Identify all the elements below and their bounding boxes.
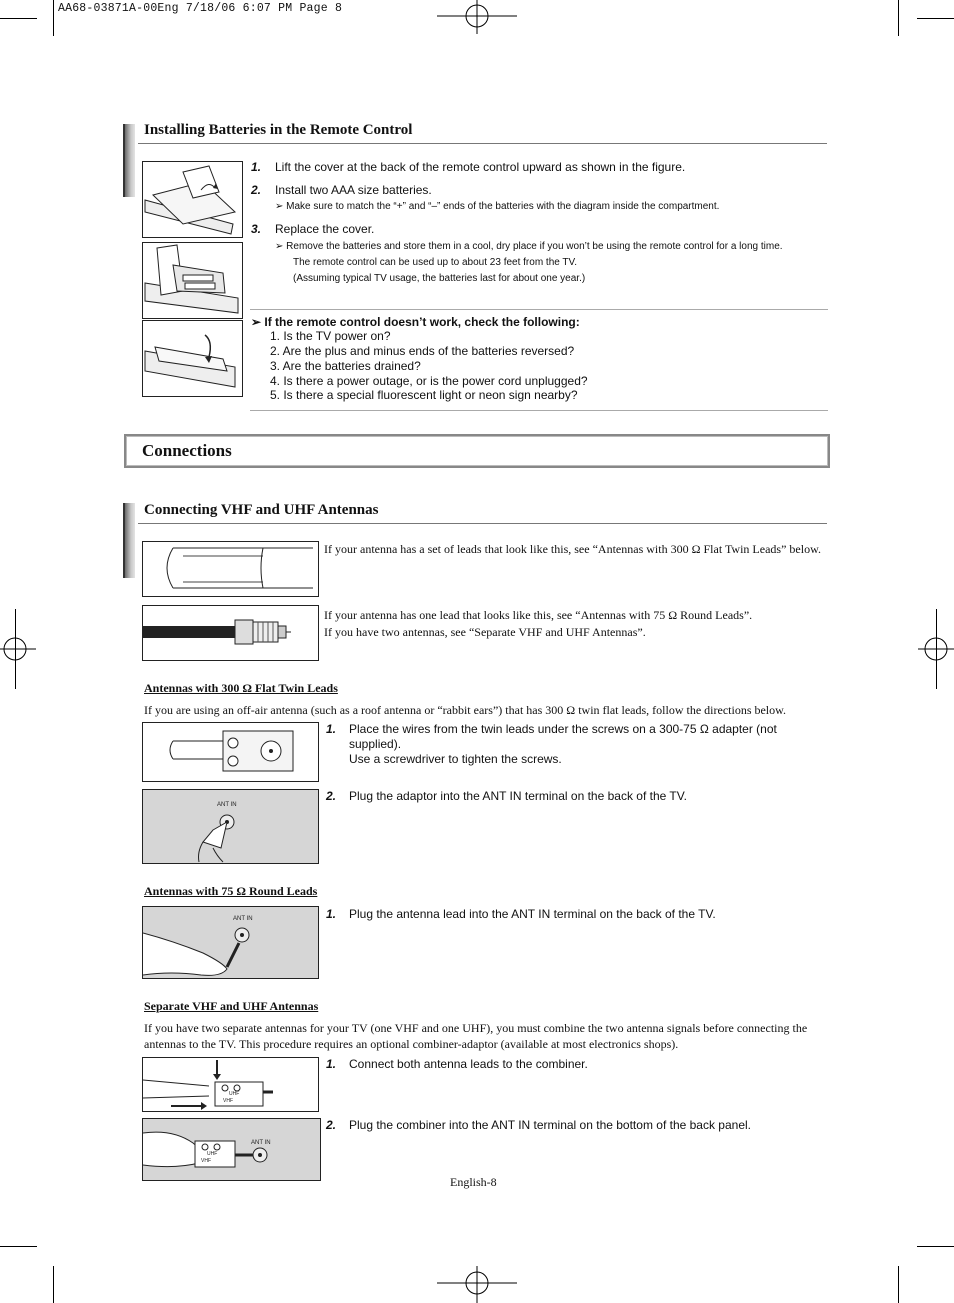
vhf-label: VHF xyxy=(223,1098,233,1104)
divider xyxy=(250,309,828,310)
crop-mark xyxy=(0,1246,37,1247)
troubleshoot-item: 4. Is there a power outage, or is the power cord unplugged? xyxy=(270,374,588,388)
registration-mark-icon xyxy=(918,630,954,670)
step-text: Lift the cover at the back of the remote control upward as shown in the figure. xyxy=(275,160,686,174)
subsection-title-separate: Separate VHF and UHF Antennas xyxy=(144,999,319,1013)
step-text: Plug the combiner into the ANT IN terminal on the bottom of the back panel. xyxy=(349,1118,752,1132)
combiner-ant-in-image xyxy=(142,1118,321,1181)
step-text: Install two AAA size batteries. xyxy=(275,183,432,197)
uhf-label: UHF xyxy=(229,1091,240,1097)
crop-mark xyxy=(53,0,54,36)
intro-flat-lead-text: If your antenna has a set of leads that look like this, see “Antennas with 300 Ω Flat Twin Leads” below. xyxy=(324,542,821,556)
ant-in-label: ANT IN xyxy=(251,1140,271,1146)
divider xyxy=(138,523,827,524)
vhf-label: VHF xyxy=(201,1158,211,1164)
page-number: English-8 xyxy=(450,1175,497,1189)
crop-mark xyxy=(917,1246,954,1247)
remote-close-cover-image xyxy=(142,320,243,397)
round-lead-image xyxy=(142,605,319,661)
connections-banner xyxy=(124,434,830,468)
crop-mark xyxy=(898,0,899,36)
adapter-ant-in-image xyxy=(142,789,319,864)
crop-mark xyxy=(898,1266,899,1303)
troubleshoot-item: 5. Is there a special fluorescent light or neon sign nearby? xyxy=(270,388,578,402)
step-number: 1. xyxy=(326,1057,337,1071)
crop-mark xyxy=(0,18,37,19)
registration-mark-icon xyxy=(0,630,36,670)
ant-in-label: ANT IN xyxy=(217,802,237,808)
troubleshoot-item: 2. Are the plus and minus ends of the batteries reversed? xyxy=(270,344,575,358)
section-title-batteries: Installing Batteries in the Remote Control xyxy=(144,122,413,138)
flat-leads-description: If you are using an off-air antenna (such as a roof antenna or “rabbit ears”) that has 300 Ω twin flat leads, follow the directions below. xyxy=(144,703,787,717)
print-header: AA68-03871A-00Eng 7/18/06 6:07 PM Page 8 xyxy=(58,2,343,15)
subsection-title-flat-leads: Antennas with 300 Ω Flat Twin Leads xyxy=(144,681,338,695)
crop-mark xyxy=(917,18,954,19)
section-title-antennas: Connecting VHF and UHF Antennas xyxy=(144,502,379,518)
step-number: 1. xyxy=(251,160,262,174)
troubleshoot-item: 3. Are the batteries drained? xyxy=(270,359,421,373)
intro-round-lead-text: If your antenna has one lead that looks like this, see “Antennas with 75 Ω Round Leads”. xyxy=(324,608,753,622)
troubleshoot-heading: ➢ If the remote control doesn’t work, check the following: xyxy=(251,315,580,329)
step-text: Use a screwdriver to tighten the screws. xyxy=(349,752,562,766)
step-number: 2. xyxy=(251,183,262,197)
section-bar xyxy=(123,503,135,578)
crop-mark xyxy=(53,1266,54,1303)
adapter-wiring-image xyxy=(142,722,319,782)
uhf-label: UHF xyxy=(207,1151,218,1157)
connections-title: Connections xyxy=(142,441,232,460)
step-number: 2. xyxy=(326,1118,337,1132)
step-number: 1. xyxy=(326,907,337,921)
step-text: Place the wires from the twin leads under the screws on a 300-75 Ω adapter (not supplied). xyxy=(349,722,777,751)
step-text: Plug the adaptor into the ANT IN terminal on the back of the TV. xyxy=(349,789,687,803)
step-number: 3. xyxy=(251,222,262,236)
step-text: Replace the cover. xyxy=(275,222,375,236)
ant-in-label: ANT IN xyxy=(233,916,253,922)
subsection-title-round-leads: Antennas with 75 Ω Round Leads xyxy=(144,884,318,898)
step-number: 1. xyxy=(326,722,337,736)
divider xyxy=(250,410,828,411)
step-note: ➢ Remove the batteries and store them in a cool, dry place if you won’t be using the remote control for a long time. xyxy=(275,241,783,252)
combiner-connect-image xyxy=(142,1057,319,1112)
flat-twin-lead-image xyxy=(142,541,319,597)
separate-description: If you have two separate antennas for your TV (one VHF and one UHF), you must combine the two antenna signals before connecting the antennas to the TV. This procedure requires an optional combiner-adaptor (available at most electronics shops). xyxy=(144,1021,808,1051)
remote-batteries-image xyxy=(142,242,243,319)
step-note: ➢ Make sure to match the “+” and “–” ends of the batteries with the diagram inside the compartment. xyxy=(275,201,720,212)
step-text: Connect both antenna leads to the combiner. xyxy=(349,1057,588,1071)
troubleshoot-item: 1. Is the TV power on? xyxy=(270,329,391,343)
intro-two-antennas-text: If you have two antennas, see “Separate VHF and UHF Antennas”. xyxy=(324,625,646,639)
divider xyxy=(138,143,827,144)
round-lead-ant-in-image xyxy=(142,906,319,979)
remote-open-cover-image xyxy=(142,161,243,238)
step-note: The remote control can be used up to about 23 feet from the TV. xyxy=(293,257,578,268)
registration-mark-icon xyxy=(437,0,517,34)
registration-mark-icon xyxy=(437,1266,517,1303)
step-number: 2. xyxy=(326,789,337,803)
section-bar xyxy=(123,124,135,197)
step-text: Plug the antenna lead into the ANT IN terminal on the back of the TV. xyxy=(349,907,716,921)
step-note: (Assuming typical TV usage, the batteries last for about one year.) xyxy=(293,273,586,284)
